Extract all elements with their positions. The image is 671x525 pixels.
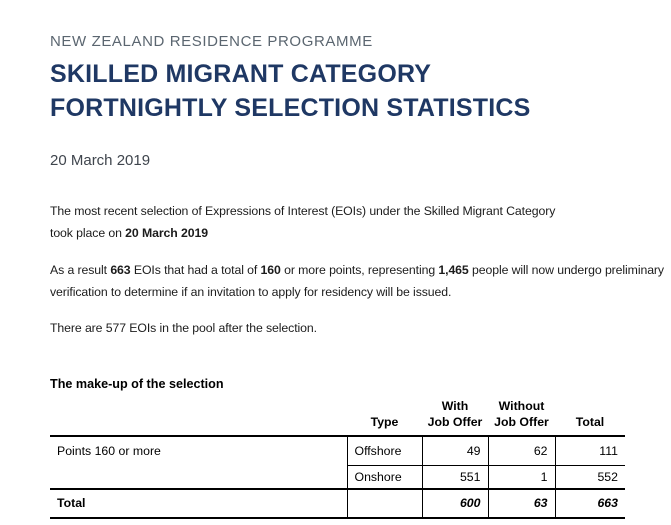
cell-total-label: Total: [50, 489, 347, 518]
cell-total-total: 663: [555, 489, 625, 518]
header-blank: [557, 398, 623, 414]
paragraph-text: or more points, representing: [280, 263, 439, 277]
header-cell-total: [555, 398, 625, 436]
header-cell-points: [50, 398, 347, 436]
cell-offshore-with-offer: 49: [422, 436, 488, 466]
cell-type-offshore: Offshore: [347, 436, 422, 466]
header-without-line2: Job Offer: [494, 414, 549, 429]
paragraph-line: verification to determine if an invitation to apply for residency will be issued.: [50, 284, 452, 299]
cell-type-onshore: Onshore: [347, 465, 422, 489]
people-count-bold: 1,465: [438, 263, 469, 277]
points-threshold-bold: 160: [260, 263, 281, 277]
table-row-offshore: [50, 436, 625, 466]
programme-kicker: NEW ZEALAND RESIDENCE PROGRAMME: [50, 33, 373, 50]
cell-total-with-offer: 600: [422, 489, 488, 518]
paragraph-text: As a result: [50, 263, 111, 277]
header-total-label: Total: [575, 414, 605, 429]
header-with-line1: With: [441, 398, 469, 413]
paragraph-text: people will now undergo preliminary: [468, 263, 664, 277]
document-date: 20 March 2019: [50, 152, 151, 169]
cell-offshore-without-offer: 62: [488, 436, 555, 466]
header-blank: [52, 414, 345, 430]
header-cell-without-job-offer: [488, 398, 555, 436]
table-row-total: [50, 489, 625, 518]
paragraph-text: EOIs that had a total of: [130, 263, 261, 277]
selection-table: [50, 398, 625, 519]
cell-total-type-empty: [347, 489, 422, 518]
cell-onshore-without-offer: 1: [488, 465, 555, 489]
table-heading: The make-up of the selection: [50, 376, 224, 391]
document-title-line2: FORTNIGHTLY SELECTION STATISTICS: [50, 94, 531, 122]
cell-offshore-total: 111: [555, 436, 625, 466]
paragraph-line: [50, 223, 637, 245]
header-blank: [349, 398, 420, 414]
cell-onshore-with-offer: 551: [422, 465, 488, 489]
header-blank: [52, 398, 345, 414]
paragraph-selection-intro: [50, 201, 637, 244]
header-type-label: Type: [370, 414, 399, 429]
selection-date-bold: 20 March 2019: [125, 225, 208, 240]
paragraph-line: There are 577 EOIs in the pool after the selection.: [50, 321, 317, 335]
paragraph-line: The most recent selection of Expressions of Interest (EOIs) under the Skilled Migrant Category: [50, 204, 556, 218]
eoi-count-bold: 663: [110, 263, 131, 277]
document-title-line1: SKILLED MIGRANT CATEGORY: [50, 60, 432, 88]
paragraph-line: [50, 260, 664, 282]
table-header-row: [50, 398, 625, 436]
document-title: [50, 57, 637, 125]
row-label-points-160: Points 160 or more: [50, 436, 347, 489]
paragraph-text: took place on: [50, 225, 126, 240]
paragraph-pool: [50, 318, 637, 340]
header-cell-type: [347, 398, 422, 436]
header-with-line2: Job Offer: [427, 414, 483, 429]
header-without-line1: Without: [498, 398, 545, 413]
cell-onshore-total: 552: [555, 465, 625, 489]
cell-total-without-offer: 63: [488, 489, 555, 518]
paragraph-result: [50, 260, 664, 303]
header-cell-with-job-offer: [422, 398, 488, 436]
